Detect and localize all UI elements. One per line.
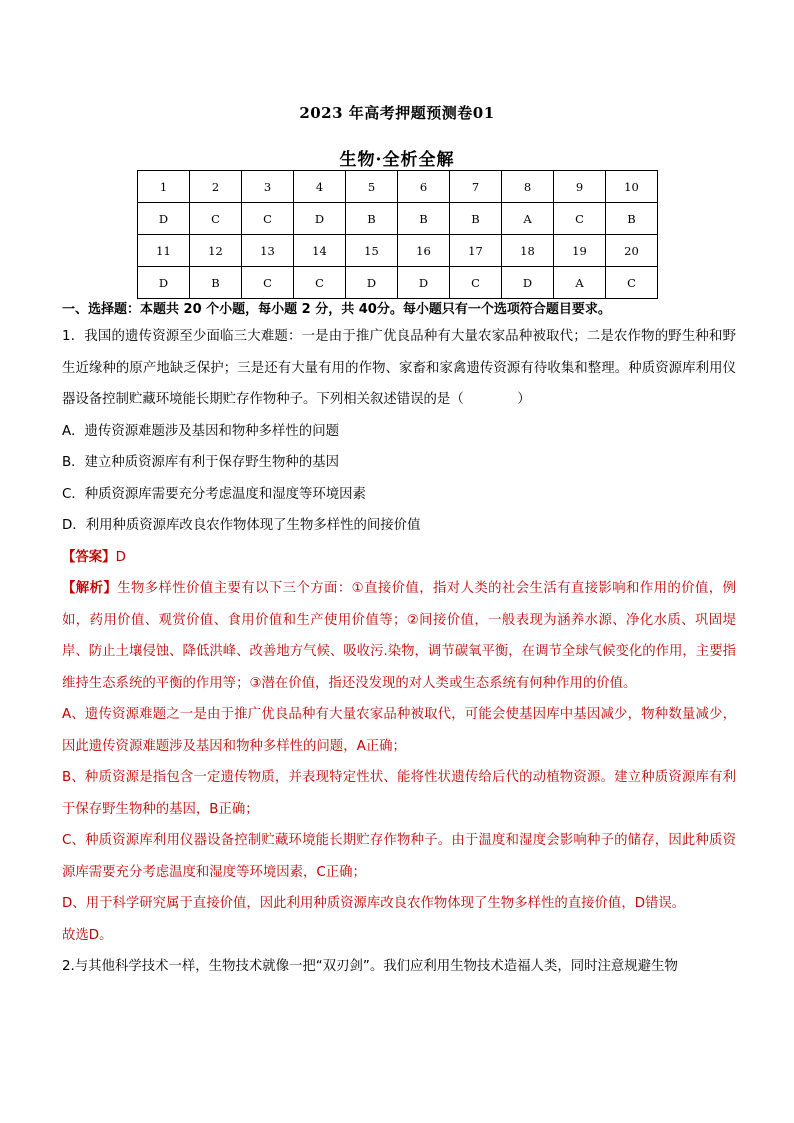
answer-table-cell: 13 [242, 235, 294, 267]
answer-table-cell: D [502, 267, 554, 299]
document-body [62, 299, 736, 983]
answer-table-cell: 7 [450, 171, 502, 203]
answer-table-cell: C [242, 203, 294, 235]
answer-table-cell: D [294, 203, 346, 235]
answer-table-cell: C [242, 267, 294, 299]
exam-subtitle: 生物·全析全解 [339, 150, 455, 170]
answer-table-cell: 14 [294, 235, 346, 267]
answer-table-cell: 9 [554, 171, 606, 203]
answer-table-cell: 15 [346, 235, 398, 267]
analysis-tag: 【解析】 [62, 581, 118, 596]
answer-table-cell: 18 [502, 235, 554, 267]
answer-table-cell: A [554, 267, 606, 299]
answer-table-cell: A [502, 203, 554, 235]
exam-title: 2023 年高考押题预测卷01 [299, 104, 495, 122]
answer-table-cell: 2 [190, 171, 242, 203]
answer-table-cell: C [554, 203, 606, 235]
answer-table-number-row [138, 171, 658, 203]
question-1-stem: 1．我国的遗传资源至少面临三大难题：一是由于推广优良品种有大量农家品种被取代；二是农作物的野生种和野生近缘种的原产地缺乏保护；三是还有大量有用的作物、家畜和家禽遗传资源有待收集和整理。种质资源库利用仪器设备控制贮藏环境能长期贮存作物种子。下列相关叙述错误的是（ ） [62, 329, 736, 407]
analysis-conclusion: 故选D。 [62, 927, 113, 943]
question-1-option-d: D．利用种质资源库改良农作物体现了生物多样性的间接价值 [62, 518, 421, 533]
answer-table-cell: 17 [450, 235, 502, 267]
answer-table-cell: 4 [294, 171, 346, 203]
answer-table-cell: D [138, 267, 190, 299]
answer-table-cell: 1 [138, 171, 190, 203]
answer-tag: 【答案】 [62, 549, 116, 565]
answer-value: D [115, 549, 126, 565]
answer-table-cell: B [606, 203, 658, 235]
answer-table-cell: C [190, 203, 242, 235]
answer-table-cell: 5 [346, 171, 398, 203]
answer-table-cell: 12 [190, 235, 242, 267]
question-1-answer [62, 542, 736, 574]
section-heading: 一、选择题：本题共 20 个小题，每小题 2 分，共 40分。每小题只有一个选项符合题目要求。 [62, 302, 611, 317]
answer-table-answer-row [138, 267, 658, 299]
analysis-intro: 生物多样性价值主要有以下三个方面：①直接价值，指对人类的社会生活有直接影响和作用的价值，例如，药用价值、观赏价值、食用价值和生产使用价值等；②间接价值，一般表现为涵养水源、净化水质、巩固堤岸、防止土壤侵蚀、降低洪峰、改善地方气候、吸收污.染物，调节碳氧平衡，在调节全球气候变化的作用，主要指维持生态系统的平衡的作用等；③潜在价值，指还没发现的对人类或生态系统有何种作用的价值。 [62, 581, 736, 691]
question-1-option-a: A．遗传资源难题涉及基因和物种多样性的问题 [62, 423, 339, 439]
answer-table-cell: 10 [606, 171, 658, 203]
analysis-item-c: C、种质资源库利用仪器设备控制贮藏环境能长期贮存作物种子。由于温度和湿度会影响种子的储存，因此种质资源库需要充分考虑温度和湿度等环境因素，C正确； [62, 833, 736, 880]
question-1-option-b: B．建立种质资源库有利于保存野生物种的基因 [62, 455, 339, 470]
answer-table-cell: C [450, 267, 502, 299]
answer-table-cell: B [450, 203, 502, 235]
answer-table-number-row [138, 235, 658, 267]
answer-table-answer-row [138, 203, 658, 235]
answer-table-cell: D [398, 267, 450, 299]
answer-table-cell: 6 [398, 171, 450, 203]
answer-table-cell: B [398, 203, 450, 235]
analysis-item-a: A、遗传资源难题之一是由于推广优良品种有大量农家品种被取代，可能会使基因库中基因减少，物种数量减少，因此遗传资源难题涉及基因和物种多样性的问题，A正确； [62, 707, 736, 754]
analysis-item-d: D、用于科学研究属于直接价值，因此利用种质资源库改良农作物体现了生物多样性的直接价值，D错误。 [62, 896, 686, 911]
answer-table-cell: 19 [554, 235, 606, 267]
answer-table-cell: 8 [502, 171, 554, 203]
answer-table-cell: B [190, 267, 242, 299]
question-1-option-c: C．种质资源库需要充分考虑温度和湿度等环境因素 [62, 486, 366, 502]
answer-table-cell: 3 [242, 171, 294, 203]
answer-table-cell: 20 [606, 235, 658, 267]
answer-table-cell: C [606, 267, 658, 299]
answer-table-cell: C [294, 267, 346, 299]
answer-table-cell: D [346, 267, 398, 299]
answer-table-cell: B [346, 203, 398, 235]
question-2-stem: 2.与其他科学技术一样，生物技术就像一把“双刃剑”。我们应利用生物技术造福人类，同时注意规避生物 [62, 959, 678, 974]
answer-key-table [137, 170, 658, 299]
question-1-analysis [62, 573, 736, 699]
answer-table-cell: D [138, 203, 190, 235]
answer-table-cell: 16 [398, 235, 450, 267]
analysis-item-b: B、种质资源是指包含一定遗传物质，并表现特定性状、能将性状遗传给后代的动植物资源。建立种质资源库有利于保存野生物种的基因，B正确； [62, 770, 736, 817]
answer-table-cell: 11 [138, 235, 190, 267]
